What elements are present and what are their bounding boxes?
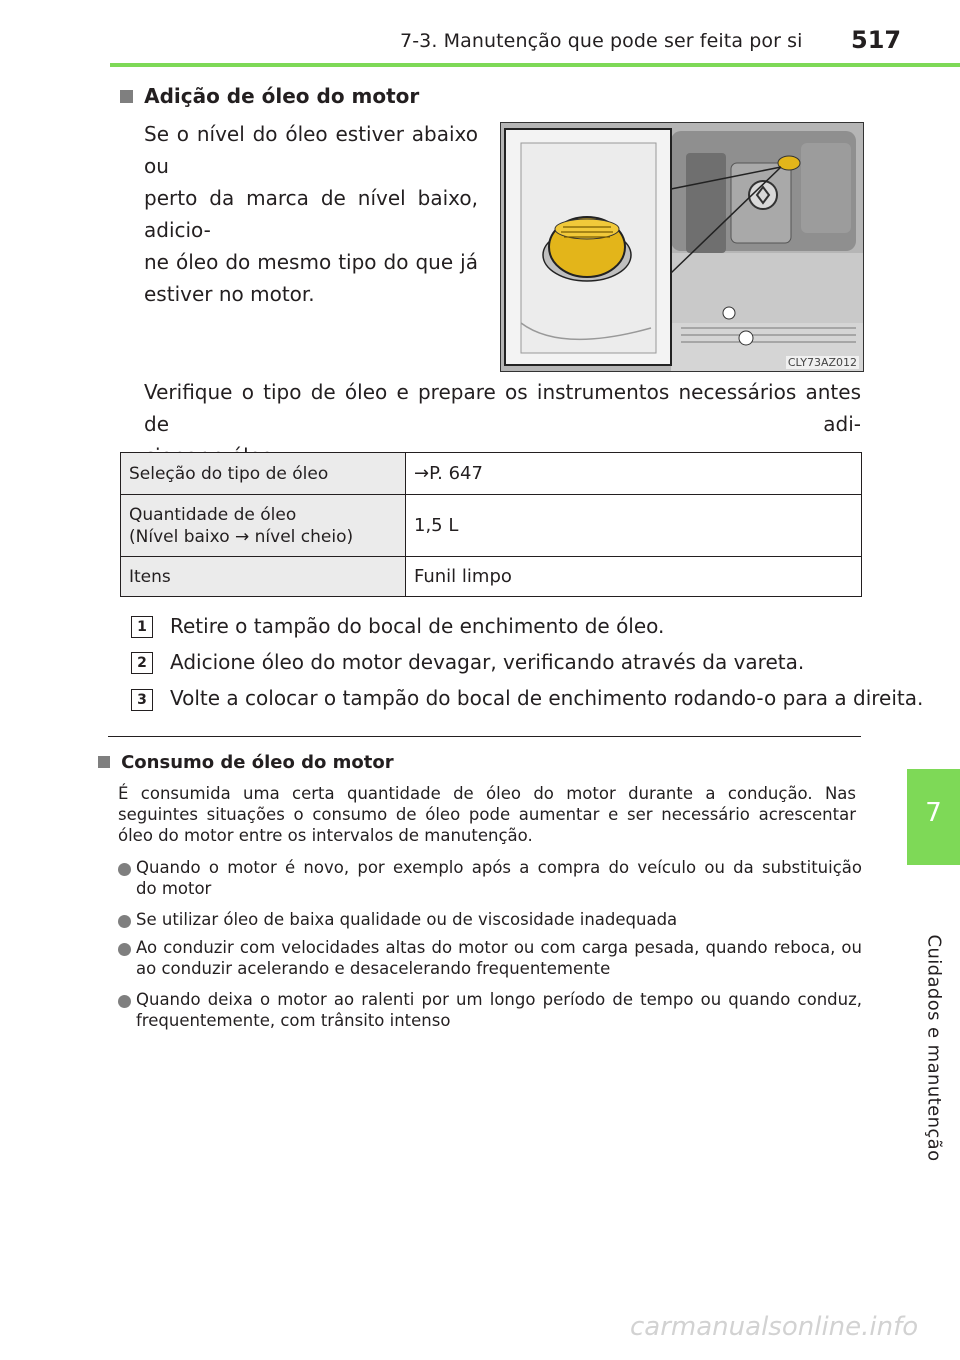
consumption-intro: [118, 783, 856, 846]
bullet-line: Ao conduzir com velocidades altas do motor ou com carga pesada, quando reboca, ou: [136, 938, 862, 957]
intro-line: óleo do motor entre os intervalos de manutenção.: [118, 826, 533, 845]
step-text: Volte a colocar o tampão do bocal de enchimento rodando-o para a direita.: [170, 686, 924, 710]
table-value: Funil limpo: [406, 557, 862, 597]
step-text: Adicione óleo do motor devagar, verificando através da vareta.: [170, 650, 805, 674]
table-value: 1,5 L: [406, 495, 862, 557]
engine-oil-cap-drawing: [501, 123, 863, 371]
table-row: [121, 495, 862, 557]
intro-line: seguintes situações o consumo de óleo pode aumentar e ser necessário acrescentar: [118, 805, 856, 824]
bullet-line: frequentemente, com trânsito intenso: [136, 1011, 451, 1030]
intro-line: ne óleo do mesmo tipo do que já: [144, 250, 478, 274]
watermark: carmanualsonline.info: [630, 1312, 919, 1342]
step-text: Retire o tampão do bocal de enchimento de óleo.: [170, 614, 665, 638]
bullet-icon: [118, 915, 131, 928]
table-value: →P. 647: [406, 453, 862, 495]
consumption-heading: Consumo de óleo do motor: [121, 752, 394, 773]
table-label: Itens: [121, 557, 406, 597]
section-title: 7-3. Manutenção que pode ser feita por si: [400, 30, 803, 52]
bullet-line: Se utilizar óleo de baixa qualidade ou de viscosidade inadequada: [136, 910, 678, 929]
bullet-item: [136, 937, 862, 979]
bullet-line: Quando o motor é novo, por exemplo após a compra do veículo ou da substituição: [136, 858, 862, 877]
consumption-heading-row: [98, 752, 394, 773]
square-marker-icon: [120, 90, 133, 103]
oil-spec-table: [120, 452, 862, 597]
intro-line: Se o nível do óleo estiver abaixo ou: [144, 122, 478, 178]
bullet-icon: [118, 995, 131, 1008]
bullet-icon: [118, 943, 131, 956]
table-row: [121, 557, 862, 597]
intro-line: É consumida uma certa quantidade de óleo do motor durante a condução. Nas: [118, 784, 856, 803]
table-row: [121, 453, 862, 495]
check-line: Verifique o tipo de óleo e prepare os instrumentos necessários antes de adi-: [144, 380, 861, 436]
add-oil-intro: [144, 118, 478, 310]
intro-line: estiver no motor.: [144, 282, 315, 306]
step-number-box: 2: [131, 652, 153, 674]
engine-illustration: [500, 122, 864, 372]
section-divider: [108, 736, 861, 737]
bullet-line: ao conduzir acelerando e desacelerando frequentemente: [136, 959, 611, 978]
intro-line: perto da marca de nível baixo, adicio-: [144, 186, 478, 242]
chapter-number: 7: [925, 798, 942, 828]
table-label: Quantidade de óleo (Nível baixo → nível cheio): [121, 495, 406, 557]
bullet-item: [136, 989, 862, 1031]
bullet-item: [136, 909, 862, 930]
bullet-item: [136, 857, 862, 899]
illustration-code: CLY73AZ012: [787, 356, 857, 369]
square-marker-icon: [98, 756, 110, 768]
step-number-box: 1: [131, 616, 153, 638]
bullet-icon: [118, 863, 131, 876]
chapter-label: Cuidados e manutenção: [923, 934, 945, 1162]
add-oil-heading: Adição de óleo do motor: [144, 84, 420, 108]
bullet-line: do motor: [136, 879, 212, 898]
step-number-box: 3: [131, 689, 153, 711]
bullet-line: Quando deixa o motor ao ralenti por um longo período de tempo ou quando conduz,: [136, 990, 862, 1009]
table-label: Seleção do tipo de óleo: [121, 453, 406, 495]
add-oil-heading-row: [120, 84, 419, 108]
page-number: 517: [851, 26, 902, 54]
header-rule: [110, 63, 960, 67]
